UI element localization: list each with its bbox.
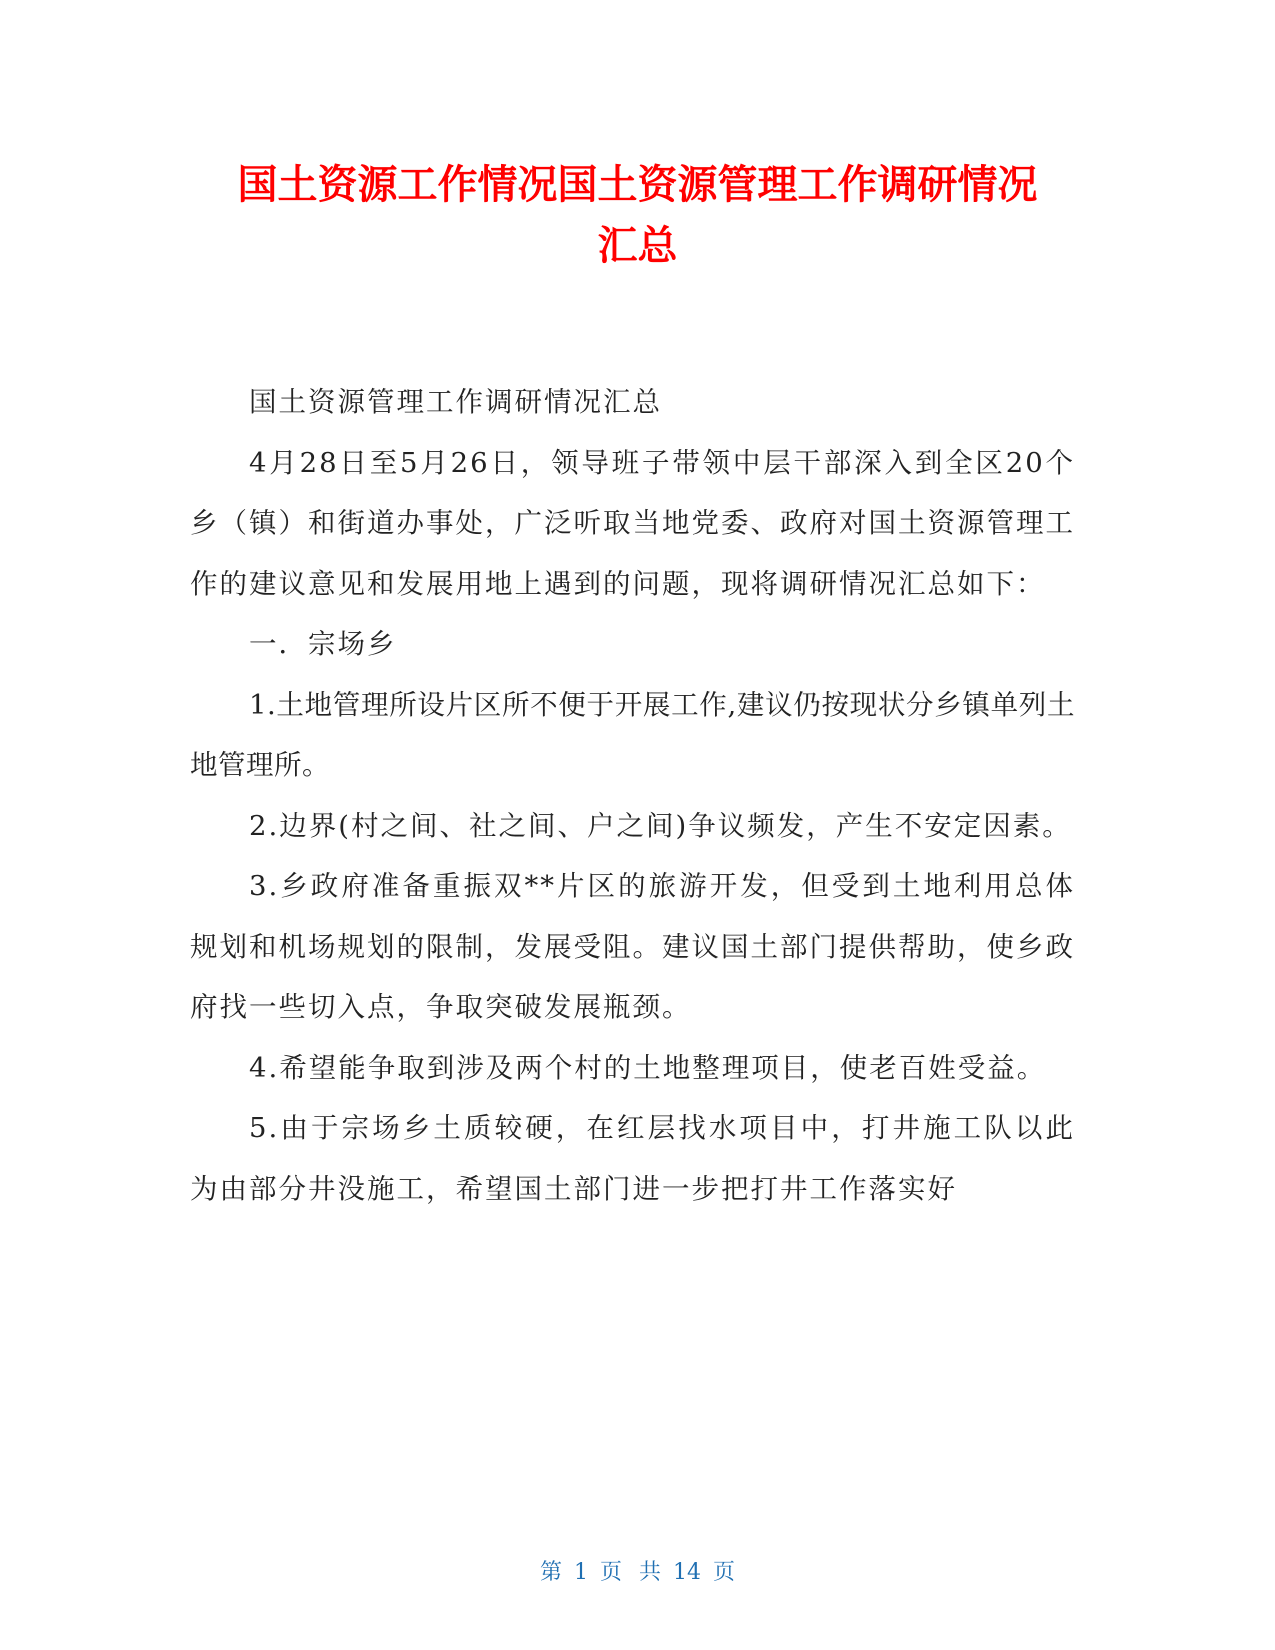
footer-total-pages: 14 — [673, 1560, 701, 1585]
paragraph-item-3: 3.乡政府准备重振双**片区的旅游开发，但受到土地利用总体规划和机场规划的限制，发展受阻。建议国土部门提供帮助，使乡政府找一些切入点，争取突破发展瓶颈。 — [190, 870, 1075, 1023]
paragraph-item-5: 5.由于宗场乡土质较硬，在红层找水项目中，打井施工队以此为由部分井没施工，希望国土部门进一步把打井工作落实好 — [190, 1112, 1075, 1205]
paragraph-item-1: 1.土地管理所设片区所不便于开展工作,建议仍按现状分乡镇单列土地管理所。 — [190, 688, 1075, 781]
title-line-1: 国土资源工作情况国土资源管理工作调研情况 — [237, 162, 1038, 208]
paragraph-intro: 4月28日至5月26日，领导班子带领中层干部深入到全区20个乡（镇）和街道办事处，广泛听取当地党委、政府对国土资源管理工作的建议意见和发展用地上遇到的问题，现将调研情况汇总如下： — [190, 446, 1075, 600]
paragraph-item-2: 2.边界(村之间、社之间、户之间)争议频发，产生不安定因素。 — [249, 809, 1072, 842]
section-heading: 一．宗场乡 — [249, 628, 397, 660]
footer-suffix: 页 — [713, 1560, 736, 1585]
document-body — [190, 372, 1075, 1219]
paragraph-subtitle: 国土资源管理工作调研情况汇总 — [249, 386, 662, 418]
paragraph-item-4: 4.希望能争取到涉及两个村的土地整理项目，使老百姓受益。 — [249, 1051, 1047, 1084]
footer-current-page: 1 — [574, 1560, 588, 1585]
document-title — [180, 155, 1095, 277]
footer-prefix: 第 — [539, 1560, 562, 1585]
page-footer — [0, 1555, 1275, 1586]
footer-mid: 页 共 — [600, 1560, 661, 1585]
title-line-2: 汇总 — [597, 223, 678, 269]
